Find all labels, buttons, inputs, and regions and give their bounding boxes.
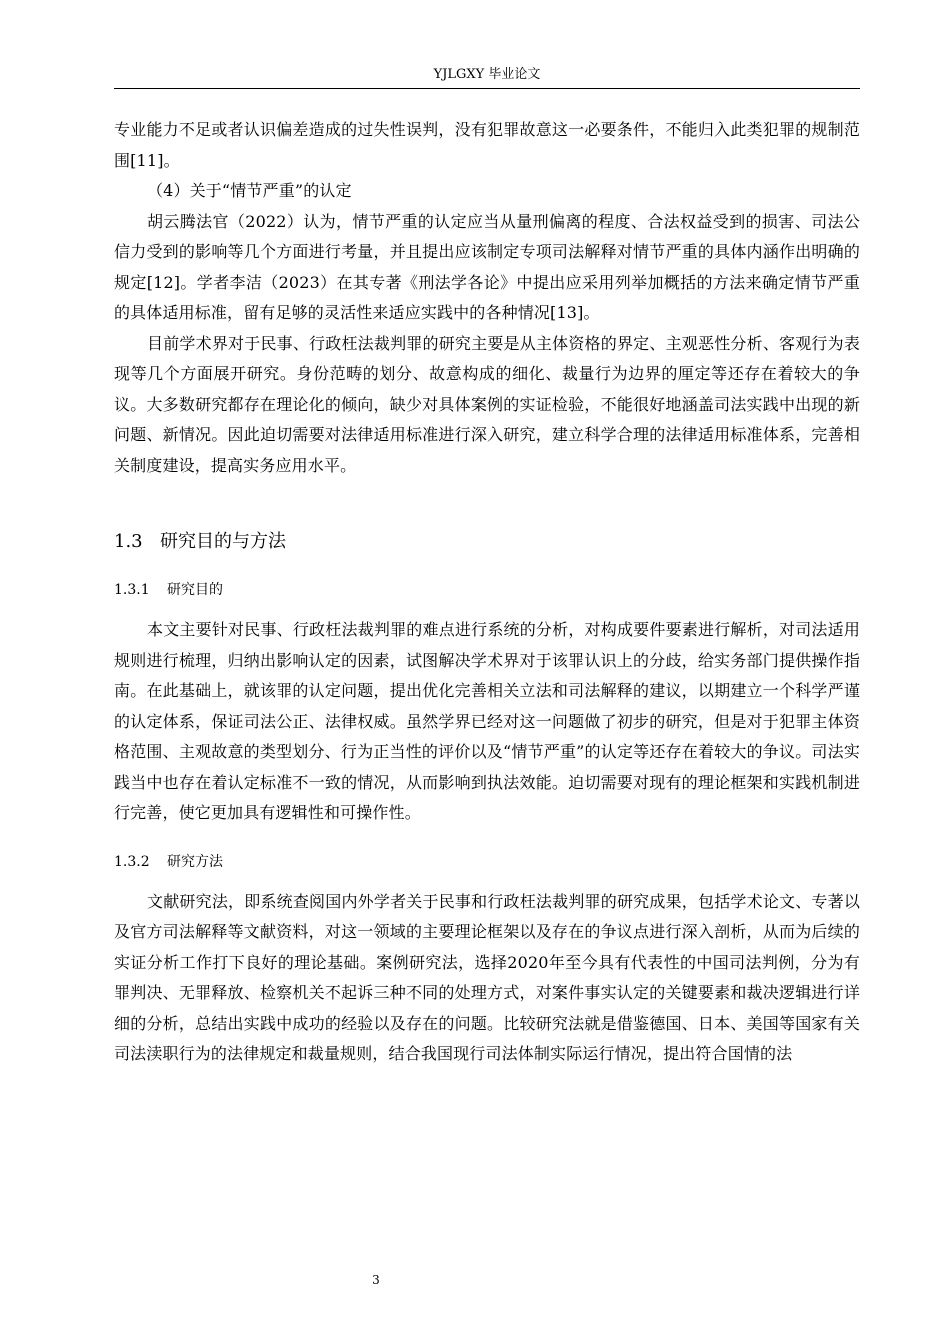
paragraph-research-methods: 文献研究法，即系统查阅国内外学者关于民事和行政枉法裁判罪的研究成果，包括学术论文、专著以及官方司法解释等文献资料，对这一领域的主要理论框架以及存在的争议点进行深入剖析，从而为后续的实证分析工作打下良好的理论基础。案例研究法，选择2020年至今具有代表性的中国司法判例，分为有罪判决、无罪释放、检察机关不起诉三种不同的处理方式，对案件事实认定的关键要素和裁决逻辑进行详细的分析，总结出实践中成功的经验以及存在的问题。比较研究法就是借鉴德国、日本、美国等国家有关司法渎职行为的法律规定和裁量规则，结合我国现行司法体制实际运行情况，提出符合国情的法	[114, 891, 860, 1063]
subsection-heading-1-3-2	[114, 847, 860, 877]
section-heading-1-3	[114, 527, 860, 557]
page-header: YJLGXY 毕业论文	[433, 67, 541, 82]
section-number: 1.3	[114, 531, 143, 552]
subsection-title: 研究目的	[167, 582, 223, 598]
subsection-heading-1-3-1	[114, 575, 860, 605]
page-footer	[0, 1272, 950, 1288]
paragraph-heading-4: （4）关于“情节严重”的认定	[147, 181, 352, 200]
section-title: 研究目的与方法	[160, 531, 286, 552]
page-body	[114, 115, 860, 1070]
paragraph-continuation: 专业能力不足或者认识偏差造成的过失性误判，没有犯罪故意这一必要条件，不能归入此类犯罪的规制范围[11]。	[114, 120, 860, 170]
paragraph-research-status: 目前学术界对于民事、行政枉法裁判罪的研究主要是从主体资格的界定、主观恶性分析、客观行为表现等几个方面展开研究。身份范畴的划分、故意构成的细化、裁量行为边界的厘定等还存在着较大的争议。大多数研究都存在理论化的倾向，缺少对具体案例的实证检验，不能很好地涵盖司法实践中出现的新问题、新情况。因此迫切需要对法律适用标准进行深入研究，建立科学合理的法律适用标准体系，完善相关制度建设，提高实务应用水平。	[114, 333, 860, 475]
subsection-number: 1.3.2	[114, 853, 150, 870]
header-divider	[114, 88, 860, 89]
page-number: 3	[372, 1273, 380, 1287]
paragraph-research-purpose: 本文主要针对民事、行政枉法裁判罪的难点进行系统的分析，对构成要件要素进行解析，对司法适用规则进行梳理，归纳出影响认定的因素，试图解决学术界对于该罪认识上的分歧，给实务部门提供操作指南。在此基础上，就该罪的认定问题，提出优化完善相关立法和司法解释的建议，以期建立一个科学严谨的认定体系，保证司法公正、法律权威。虽然学界已经对这一问题做了初步的研究，但是对于犯罪主体资格范围、主观故意的类型划分、行为正当性的评价以及“情节严重”的认定等还存在着较大的争议。司法实践当中也存在着认定标准不一致的情况，从而影响到执法效能。迫切需要对现有的理论框架和实践机制进行完善，使它更加具有逻辑性和可操作性。	[114, 620, 860, 822]
subsection-number: 1.3.1	[114, 582, 150, 598]
subsection-title: 研究方法	[167, 853, 223, 870]
paragraph-serious-circumstances: 胡云腾法官（2022）认为，情节严重的认定应当从量刑偏离的程度、合法权益受到的损害、司法公信力受到的影响等几个方面进行考量，并且提出应该制定专项司法解释对情节严重的具体内涵作出明确的规定[12]。学者李洁（2023）在其专著《刑法学各论》中提出应采用列举加概括的方法来确定情节严重的具体适用标准，留有足够的灵活性来适应实践中的各种情况[13]。	[114, 211, 860, 322]
